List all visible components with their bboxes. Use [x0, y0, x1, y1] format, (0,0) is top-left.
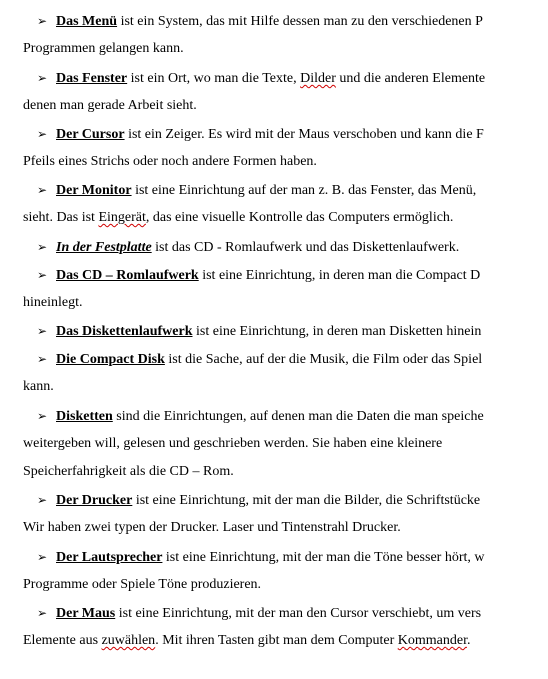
arrow-bullet-icon: ➢: [37, 606, 48, 620]
term-heading: Der Drucker: [56, 493, 133, 508]
text-segment: .: [466, 633, 471, 648]
text-segment: Speicherfahrigkeit als die CD – Rom.: [23, 464, 234, 479]
arrow-bullet-icon: ➢: [37, 493, 48, 507]
paragraph-continuation-line: [23, 463, 234, 481]
text-segment: ist eine Einrichtung, mit der man den Cursor verschiebt, um vers: [115, 606, 482, 621]
paragraph-first-line: [37, 238, 459, 256]
paragraph-first-line: [37, 266, 480, 284]
arrow-bullet-icon: ➢: [37, 71, 48, 85]
paragraph-first-line: [37, 491, 480, 509]
paragraph-first-line: [37, 407, 484, 425]
text-segment: ist eine Einrichtung auf der man z. B. das Fenster, das Menü,: [131, 183, 477, 198]
arrow-bullet-icon: ➢: [37, 352, 48, 366]
term-heading: In der Festplatte: [56, 240, 152, 255]
paragraph-first-line: [37, 604, 481, 622]
text-segment: ist eine Einrichtung, mit der man die Töne besser hört, w: [162, 550, 485, 565]
arrow-bullet-icon: ➢: [37, 409, 48, 423]
paragraph-first-line: [37, 322, 481, 340]
text-segment: Pfeils eines Strichs oder noch andere Formen haben.: [23, 154, 317, 169]
term-heading: Der Lautsprecher: [56, 550, 163, 565]
misspelled-word: zuwählen: [101, 633, 156, 648]
arrow-bullet-icon: ➢: [37, 324, 48, 338]
arrow-bullet-icon: ➢: [37, 183, 48, 197]
misspelled-word: Kommander: [397, 633, 467, 648]
text-segment: ist eine Einrichtung, in deren man die Compact D: [198, 268, 481, 283]
term-heading: Das Diskettenlaufwerk: [56, 324, 193, 339]
paragraph-continuation-line: [23, 153, 317, 171]
text-segment: ist eine Einrichtung, in deren man Disketten hinein: [192, 324, 482, 339]
text-segment: Programmen gelangen kann.: [23, 41, 184, 56]
text-segment: ist ein System, das mit Hilfe dessen man zu den verschiedenen P: [117, 14, 483, 29]
paragraph-continuation-line: [23, 632, 470, 650]
text-segment: sieht. Das ist: [23, 210, 99, 225]
term-heading: Die Compact Disk: [56, 352, 165, 367]
misspelled-word: Dilder: [300, 71, 336, 86]
paragraph-first-line: [37, 69, 485, 87]
paragraph-continuation-line: [23, 294, 83, 312]
text-segment: ist ein Zeiger. Es wird mit der Maus verschoben und kann die F: [124, 127, 484, 142]
text-segment: denen man gerade Arbeit sieht.: [23, 98, 197, 113]
paragraph-continuation-line: [23, 97, 197, 115]
paragraph-continuation-line: [23, 435, 442, 453]
arrow-bullet-icon: ➢: [37, 240, 48, 254]
paragraph-first-line: [37, 548, 484, 566]
text-segment: ist die Sache, auf der die Musik, die Film oder das Spiel: [164, 352, 483, 367]
text-segment: Wir haben zwei typen der Drucker. Laser und Tintenstrahl Drucker.: [23, 520, 401, 535]
arrow-bullet-icon: ➢: [37, 14, 48, 28]
text-segment: hineinlegt.: [23, 295, 83, 310]
paragraph-first-line: [37, 181, 476, 199]
paragraph-first-line: [37, 125, 484, 143]
paragraph-first-line: [37, 350, 482, 368]
text-segment: Elemente aus: [23, 633, 102, 648]
text-segment: ist ein Ort, wo man die Texte,: [127, 71, 301, 86]
paragraph-continuation-line: [23, 209, 453, 227]
paragraph-continuation-line: [23, 40, 184, 58]
arrow-bullet-icon: ➢: [37, 550, 48, 564]
text-segment: und die anderen Elemente: [335, 71, 486, 86]
text-segment: . Mit ihren Tasten gibt man dem Computer: [155, 633, 398, 648]
term-heading: Das Menü: [56, 14, 118, 29]
term-heading: Das Fenster: [56, 71, 128, 86]
text-segment: weitergeben will, gelesen und geschrieben werden. Sie haben eine kleinere: [23, 436, 443, 451]
paragraph-continuation-line: [23, 378, 54, 396]
text-segment: , das eine visuelle Kontrolle das Computers ermöglich.: [145, 210, 454, 225]
text-segment: Programme oder Spiele Töne produzieren.: [23, 577, 262, 592]
term-heading: Das CD – Romlaufwerk: [56, 268, 199, 283]
text-segment: sind die Einrichtungen, auf denen man die Daten die man speiche: [112, 409, 484, 424]
misspelled-word: Eingerät: [98, 210, 146, 225]
term-heading: Der Cursor: [56, 127, 125, 142]
term-heading: Disketten: [56, 409, 113, 424]
text-segment: kann.: [23, 379, 54, 394]
arrow-bullet-icon: ➢: [37, 127, 48, 141]
paragraph-continuation-line: [23, 576, 261, 594]
term-heading: Der Maus: [56, 606, 116, 621]
paragraph-continuation-line: [23, 519, 401, 537]
text-segment: ist eine Einrichtung, mit der man die Bilder, die Schriftstücke: [132, 493, 481, 508]
text-segment: ist das CD - Romlaufwerk und das Diskettenlaufwerk.: [151, 240, 460, 255]
arrow-bullet-icon: ➢: [37, 268, 48, 282]
term-heading: Der Monitor: [56, 183, 132, 198]
paragraph-first-line: [37, 12, 483, 30]
